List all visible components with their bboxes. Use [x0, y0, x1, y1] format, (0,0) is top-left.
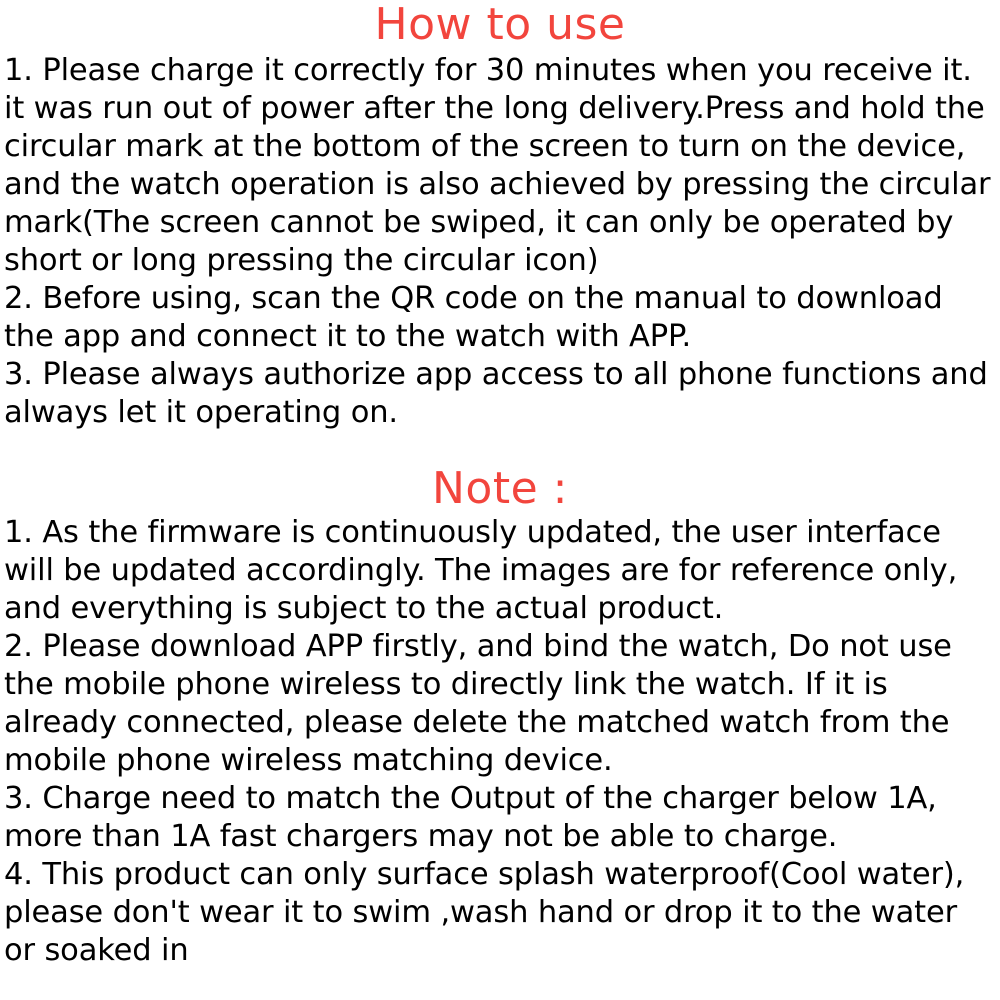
how-to-use-item-3: 3. Please always authorize app access to all phone functions and always let it operating on.: [4, 356, 988, 430]
how-to-use-heading: How to use: [374, 0, 626, 50]
note-body: [4, 514, 996, 970]
how-to-use-body: [4, 52, 996, 432]
note-item-1: 1. As the firmware is continuously updated, the user interface will be updated accordingly. The images are for reference only, and everything is subject to the actual product.: [4, 515, 958, 626]
how-to-use-item-2: 2. Before using, scan the QR code on the manual to download the app and connect it to the watch with APP.: [4, 281, 943, 354]
note-item-4: 4. This product can only surface splash waterproof(Cool water), please don't wear it to swim ,wash hand or drop it to the water or soaked in: [4, 856, 965, 968]
how-to-use-item-1: 1. Please charge it correctly for 30 minutes when you receive it. it was run out of power after the long delivery.Press and hold the circular mark at the bottom of the screen to turn on the device, and the watch operation is also achieved by pressing the circular mark(The screen cannot be swiped, it can only be operated by short or long pressing the circular icon): [4, 53, 991, 279]
note-item-2: 2. Please download APP firstly, and bind the watch, Do not use the mobile phone wireless to directly link the watch. If it is already connected, please delete the matched watch from the mobile phone wireless matching device.: [4, 628, 952, 778]
note-heading: Note :: [432, 462, 568, 514]
note-item-3: 3. Charge need to match the Output of the charger below 1A, more than 1A fast chargers may not be able to charge.: [4, 780, 937, 854]
